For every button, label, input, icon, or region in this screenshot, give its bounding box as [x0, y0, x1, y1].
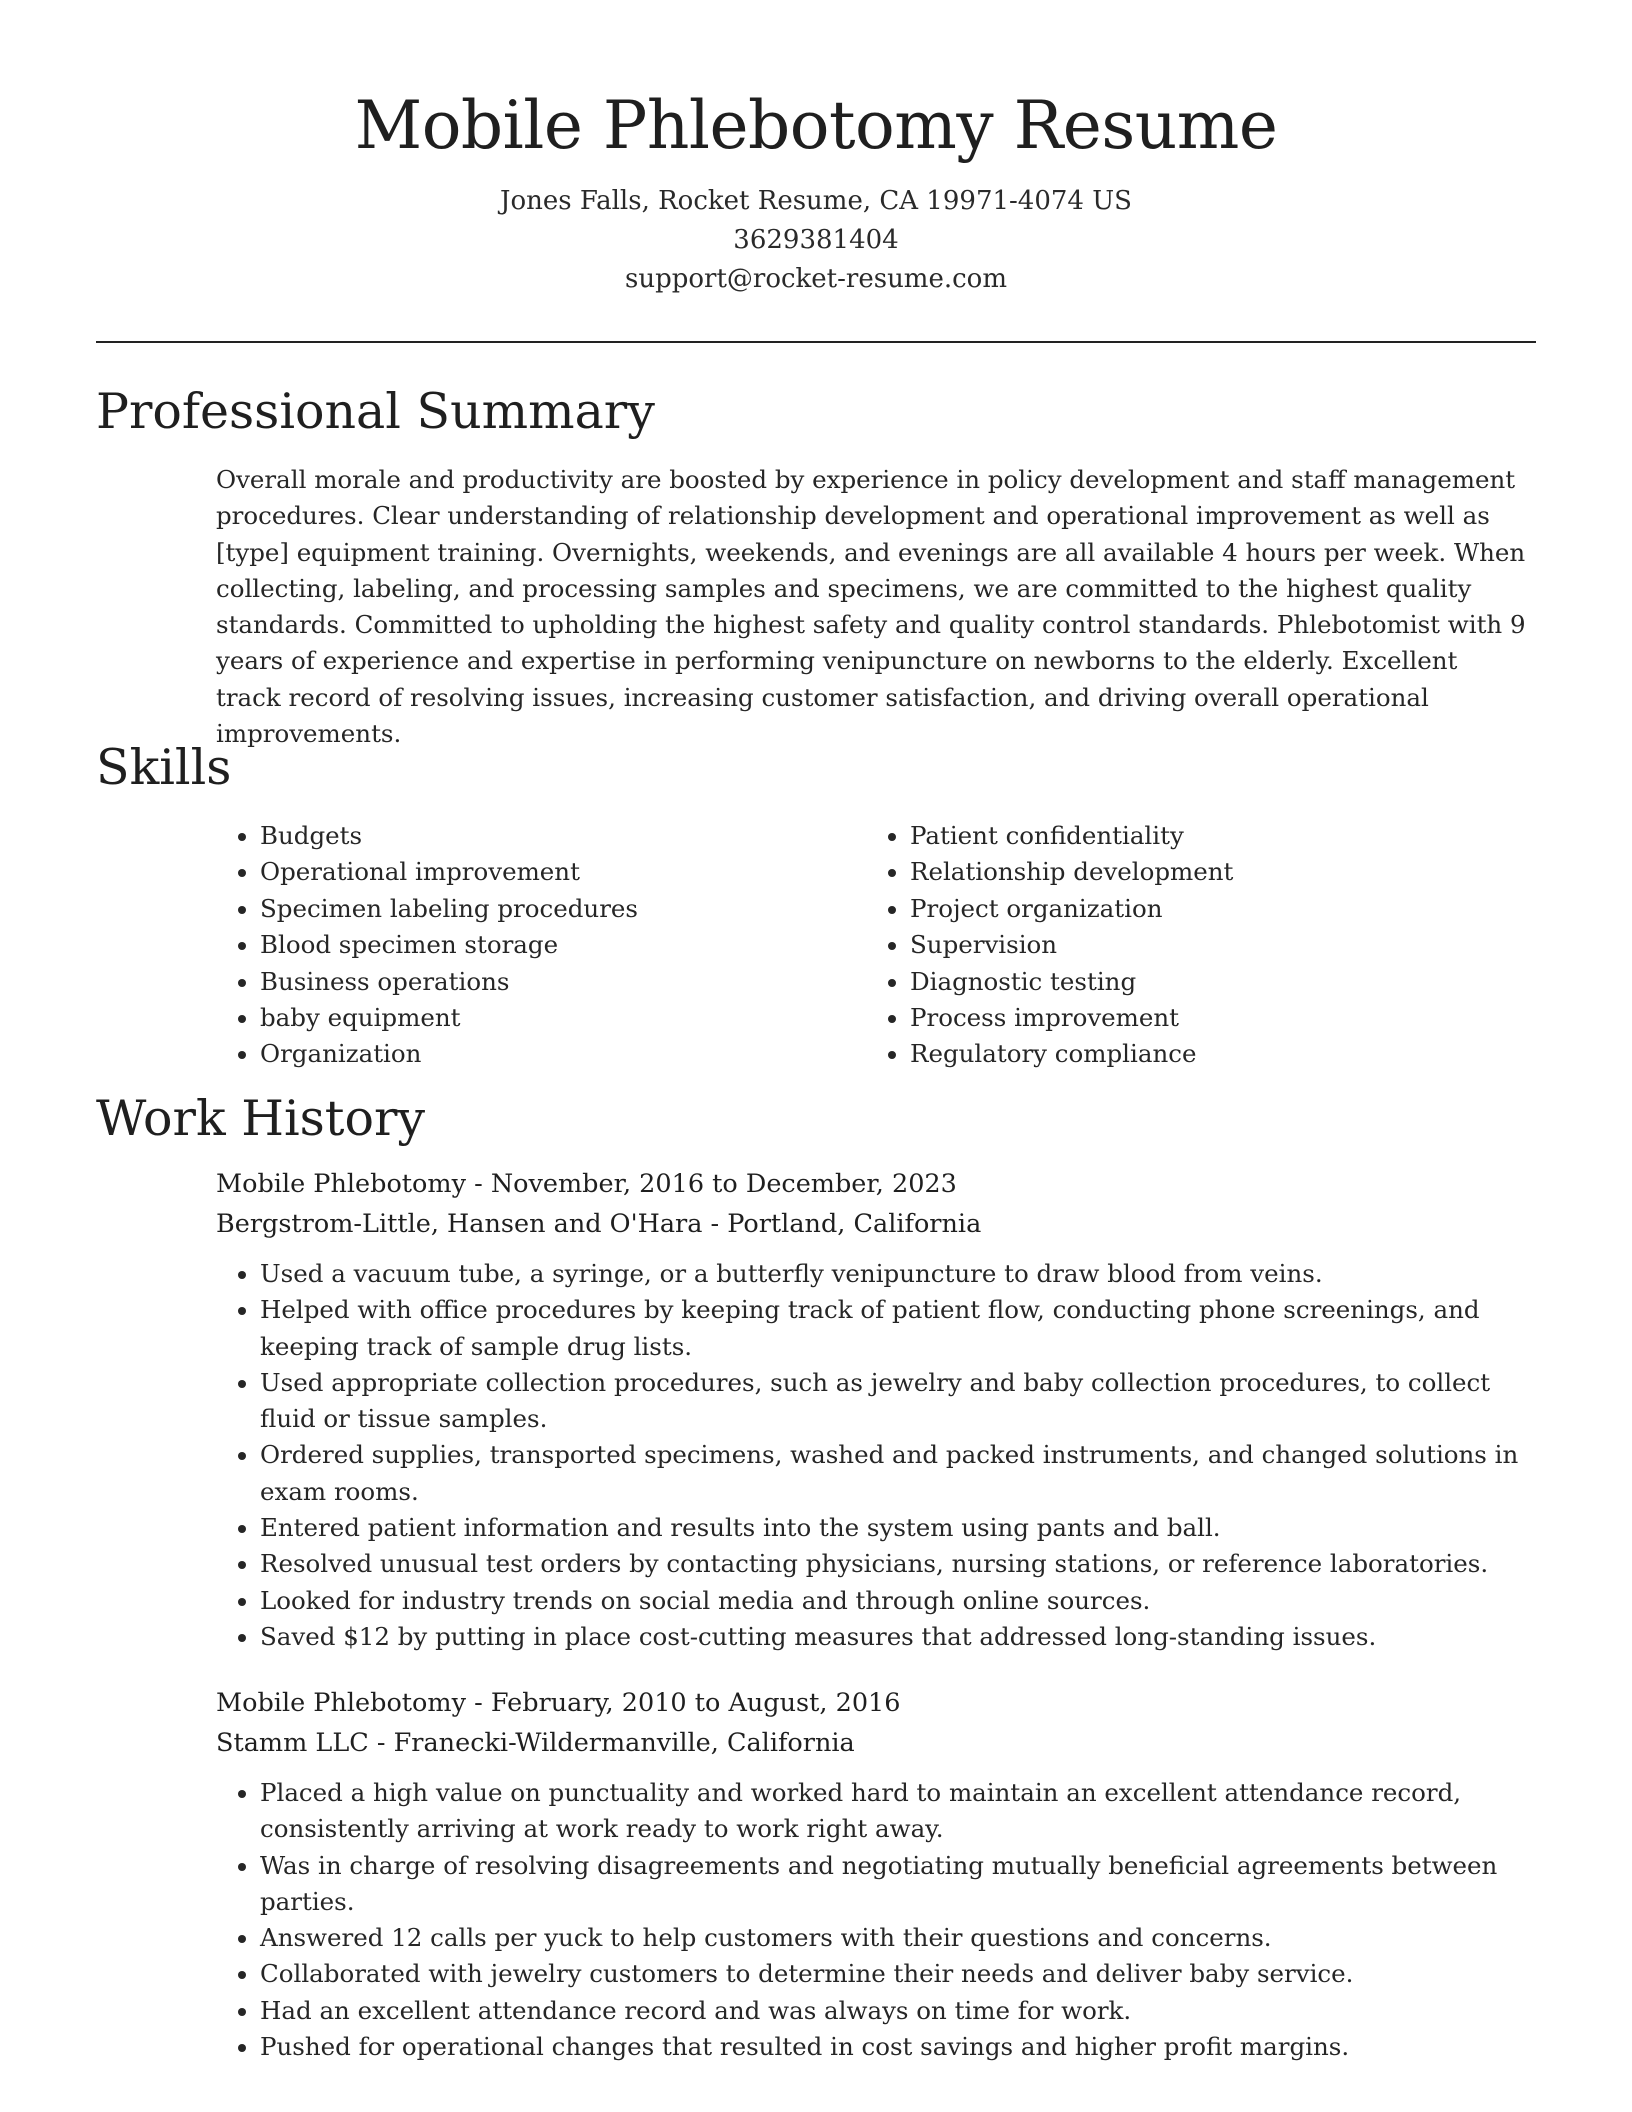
job-duties-list — [216, 1256, 1536, 1655]
skill-item: • Operational improvement — [260, 854, 866, 890]
contact-email: support@rocket-resume.com — [624, 264, 1007, 294]
resume-header — [96, 80, 1536, 299]
skill-item: • Process improvement — [910, 1000, 1516, 1036]
skill-item: • Supervision — [910, 927, 1516, 963]
job-duty: • Ordered supplies, transported specimens, washed and packed instruments, and changed solutions in exam rooms. — [260, 1437, 1536, 1510]
summary-heading: Professional Summary — [96, 383, 655, 440]
job-duty: • Used appropriate collection procedures, such as jewelry and baby collection procedures, to collect fluid or tissue samples. — [260, 1365, 1536, 1438]
work-history-heading: Work History — [96, 1090, 426, 1147]
job-duty: • Looked for industry trends on social media and through online sources. — [260, 1583, 1536, 1619]
skill-item: • Relationship development — [910, 854, 1516, 890]
job-entry — [216, 1164, 1536, 1655]
skill-item: • Diagnostic testing — [910, 964, 1516, 1000]
contact-address: Jones Falls, Rocket Resume, CA 19971-4074 US — [500, 186, 1132, 216]
job-title: Mobile Phlebotomy — [216, 1688, 466, 1718]
job-dates: February, 2010 to August, 2016 — [490, 1688, 901, 1718]
job-duty: • Pushed for operational changes that resulted in cost savings and higher profit margins. — [260, 2029, 1536, 2065]
skill-item: • baby equipment — [260, 1000, 866, 1036]
skill-item: • Patient confidentiality — [910, 818, 1516, 854]
skills-column-left — [216, 818, 866, 1073]
job-employer: Stamm LLC — [216, 1728, 369, 1758]
summary-text: Overall morale and productivity are boosted by experience in policy development and staff management procedures. Clear understanding of relationship development and operational improvement as well as [type] equipment training. Overnights, weekends, and evenings are all available 4 hours per week. When collecting, labeling, and processing samples and specimens, we are committed to the highest quality standards. Committed to upholding the highest safety and quality control standards. Phlebotomist with 9 years of experience and expertise in performing venipuncture on newborns to the elderly. Excellent track record of resolving issues, increasing customer satisfaction, and driving overall operational improvements. — [216, 465, 1526, 749]
job-duty: • Answered 12 calls per yuck to help customers with their questions and concerns. — [260, 1920, 1536, 1956]
skill-item: • Regulatory compliance — [910, 1036, 1516, 1072]
job-employer: Bergstrom-Little, Hansen and O'Hara — [216, 1209, 703, 1239]
job-duties-list — [216, 1775, 1536, 2065]
header-divider — [96, 341, 1536, 343]
skill-item: • Blood specimen storage — [260, 927, 866, 963]
job-duty: • Used a vacuum tube, a syringe, or a butterfly venipuncture to draw blood from veins. — [260, 1256, 1536, 1292]
skill-item: • Specimen labeling procedures — [260, 891, 866, 927]
skill-item: • Business operations — [260, 964, 866, 1000]
job-location: Portland, California — [727, 1209, 982, 1239]
contact-phone: 3629381404 — [733, 225, 899, 255]
job-duty: • Collaborated with jewelry customers to determine their needs and deliver baby service. — [260, 1956, 1536, 1992]
job-employer-line: Bergstrom-Little, Hansen and O'Hara - Portland, California — [216, 1209, 982, 1239]
job-entry — [216, 1683, 1536, 2065]
job-duty: • Had an excellent attendance record and was always on time for work. — [260, 1993, 1536, 2029]
skills-column-right — [866, 818, 1516, 1073]
job-duty: • Resolved unusual test orders by contacting physicians, nursing stations, or reference laboratories. — [260, 1546, 1536, 1582]
resume-title: Mobile Phlebotomy Resume — [354, 87, 1278, 164]
job-duty: • Saved $12 by putting in place cost-cutting measures that addressed long-standing issues. — [260, 1619, 1536, 1655]
skills-heading: Skills — [96, 739, 232, 796]
job-duty: • Entered patient information and results into the system using pants and ball. — [260, 1510, 1536, 1546]
job-employer-line: Stamm LLC - Franecki-Wildermanville, California — [216, 1728, 855, 1758]
skill-item: • Organization — [260, 1036, 866, 1072]
job-title-line: Mobile Phlebotomy - February, 2010 to August, 2016 — [216, 1688, 901, 1718]
job-duty: • Was in charge of resolving disagreements and negotiating mutually beneficial agreements between parties. — [260, 1848, 1536, 1921]
skill-item: • Project organization — [910, 891, 1516, 927]
job-dates: November, 2016 to December, 2023 — [490, 1169, 957, 1199]
job-duty: • Helped with office procedures by keeping track of patient flow, conducting phone screenings, and keeping track of sample drug lists. — [260, 1292, 1536, 1365]
job-title: Mobile Phlebotomy — [216, 1169, 466, 1199]
job-title-line: Mobile Phlebotomy - November, 2016 to December, 2023 — [216, 1169, 957, 1199]
job-duty: • Placed a high value on punctuality and worked hard to maintain an excellent attendance record, consistently arriving at work ready to work right away. — [260, 1775, 1536, 1848]
skills-list — [216, 818, 1528, 1073]
skill-item: • Budgets — [260, 818, 866, 854]
job-location: Franecki-Wildermanville, California — [393, 1728, 855, 1758]
